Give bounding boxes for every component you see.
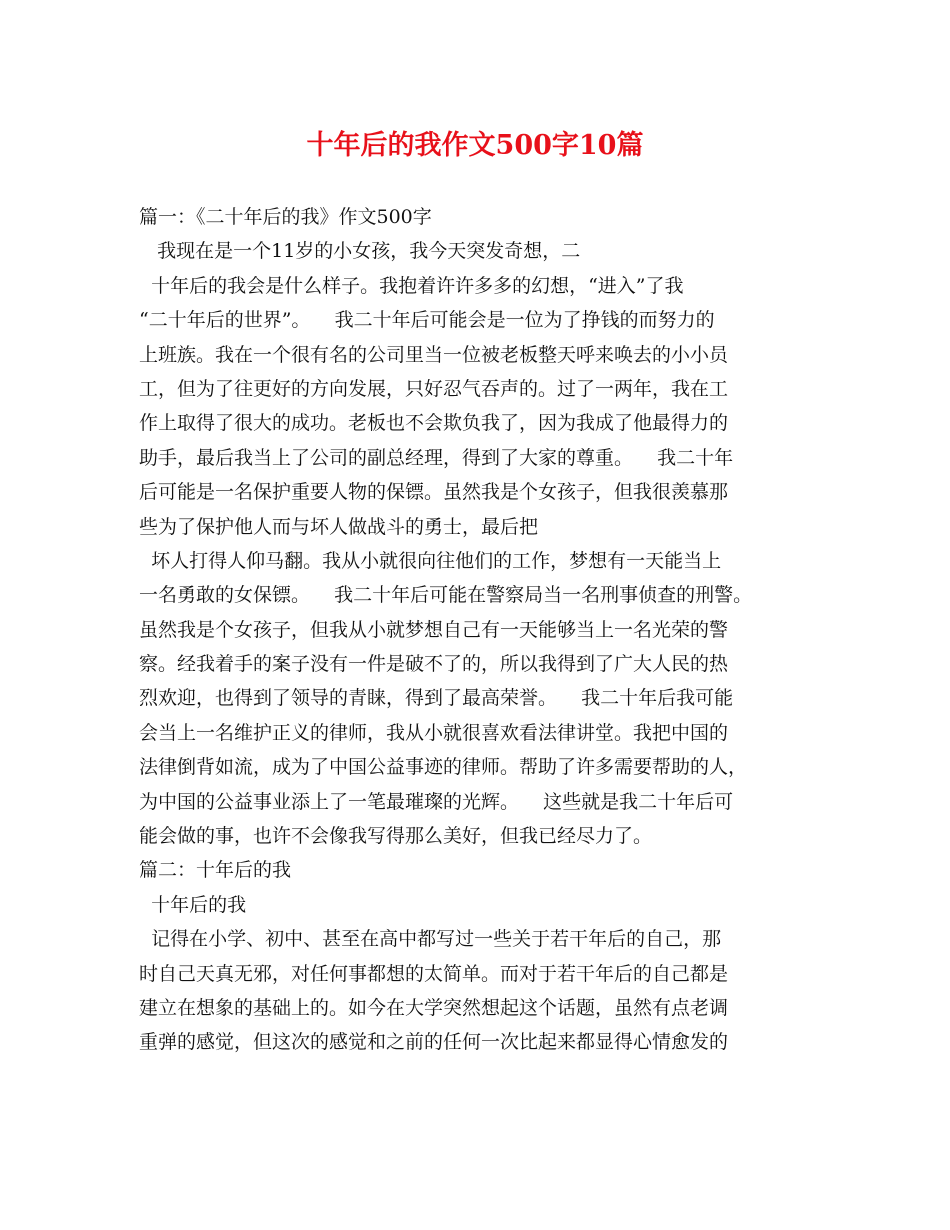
body-line: 工，但为了往更好的方向发展，只好忍气吞声的。过了一两年，我在工 (139, 377, 729, 400)
body-line: 我现在是一个11岁的小女孩，我今天突发奇想，二 (139, 240, 581, 263)
body-line: 烈欢迎，也得到了领导的青睐，得到了最高荣誉。 我二十年后我可能 (139, 687, 734, 710)
document-title: 十年后的我作文500字10篇 (306, 130, 644, 161)
body-line: 会当上一名维护正义的律师，我从小就很喜欢看法律讲堂。我把中国的 (139, 721, 729, 744)
body-line: 坏人打得人仰马翻。我从小就很向往他们的工作，梦想有一天能当上 (139, 549, 722, 572)
essay-subtitle: 十年后的我 (139, 893, 247, 916)
body-line: 一名勇敢的女保镖。 我二十年后可能在警察局当一名刑事侦查的刑警。 (139, 584, 753, 607)
body-line: 为中国的公益事业添上了一笔最璀璨的光辉。 这些就是我二十年后可 (139, 790, 734, 813)
body-line: 助手，最后我当上了公司的副总经理，得到了大家的尊重。 我二十年 (139, 446, 734, 469)
section-heading-1: 篇一：《二十年后的我》作文500字 (139, 206, 432, 228)
body-line: “二十年后的世界”。 我二十年后可能会是一位为了挣钱的而努力的 (139, 309, 715, 332)
section-heading-2: 篇二：十年后的我 (139, 859, 292, 882)
body-line: 后可能是一名保护重要人物的保镖。虽然我是个女孩子，但我很羡慕那 (139, 481, 729, 504)
body-line: 虽然我是个女孩子，但我从小就梦想自己有一天能够当上一名光荣的警 (139, 618, 729, 641)
document-body (139, 200, 829, 1060)
body-line: 察。经我着手的案子没有一件是破不了的，所以我得到了广大人民的热 (139, 653, 729, 676)
body-line: 作上取得了很大的成功。老板也不会欺负我了，因为我成了他最得力的 (139, 412, 729, 435)
body-line: 些为了保护他人而与坏人做战斗的勇士，最后把 (139, 515, 539, 538)
body-line: 上班族。我在一个很有名的公司里当一位被老板整天呼来唤去的小小员 (139, 343, 729, 366)
body-line: 法律倒背如流，成为了中国公益事迹的律师。帮助了许多需要帮助的人， (139, 756, 748, 779)
body-line: 能会做的事，也许不会像我写得那么美好，但我已经尽力了。 (139, 825, 653, 848)
body-line: 十年后的我会是什么样子。我抱着许许多多的幻想，“进入”了我 (139, 274, 684, 297)
body-line: 时自己天真无邪，对任何事都想的太简单。而对于若干年后的自己都是 (139, 962, 729, 985)
body-line: 记得在小学、初中、甚至在高中都写过一些关于若干年后的自己，那 (139, 928, 722, 951)
body-line: 建立在想象的基础上的。如今在大学突然想起这个话题，虽然有点老调 (139, 996, 729, 1019)
body-line: 重弹的感觉，但这次的感觉和之前的任何一次比起来都显得心情愈发的 (139, 1031, 729, 1054)
